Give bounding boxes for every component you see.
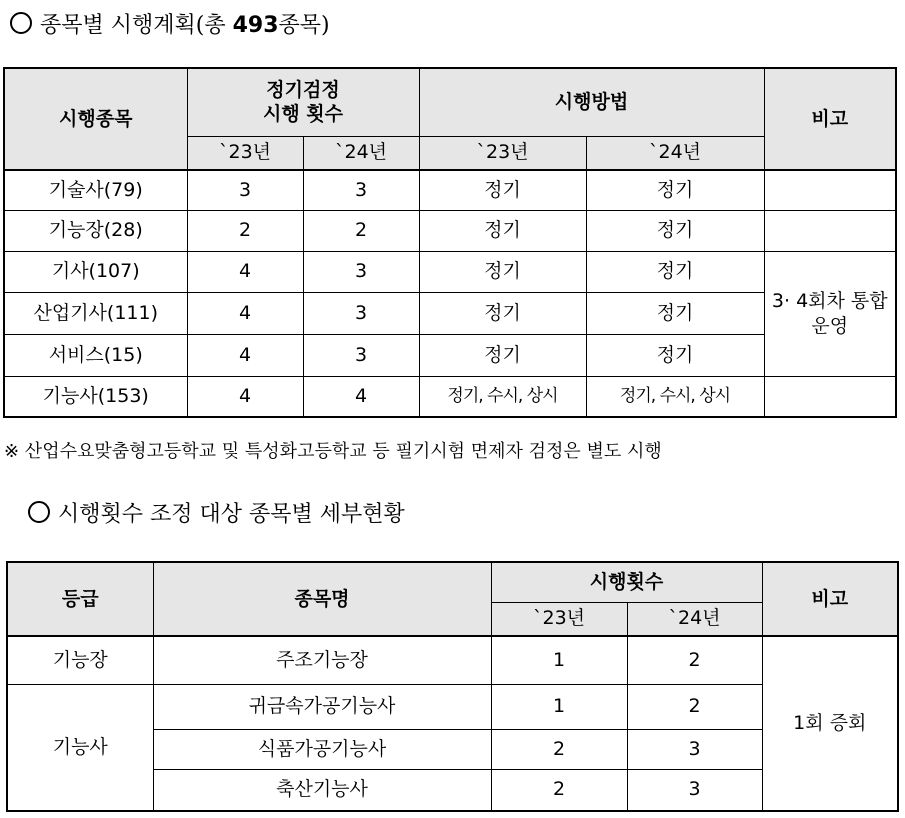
adjustment-table: [6, 561, 899, 812]
item-name-cell: 주조기능장: [153, 636, 491, 684]
grade-cell: 기능장: [7, 636, 153, 684]
count-23-cell: 4: [187, 292, 303, 334]
circle-bullet-icon: [28, 501, 50, 523]
method-24-cell: 정기: [586, 334, 764, 376]
method-23-cell: 정기: [419, 251, 586, 292]
table-row: [4, 210, 896, 251]
header-method-23: `23년: [419, 136, 586, 170]
method-24-cell: 정기: [586, 170, 764, 210]
header-remarks: 비고: [762, 562, 898, 636]
count-24-cell: 3: [627, 769, 762, 811]
method-23-cell: 정기: [419, 170, 586, 210]
count-24-cell: 2: [627, 636, 762, 684]
remark-merged-cell: 3· 4회차 통합 운영: [764, 251, 896, 376]
table-row: [4, 170, 896, 210]
method-24-cell: 정기: [586, 210, 764, 251]
count-23-cell: 2: [491, 729, 627, 769]
count-23-cell: 4: [187, 334, 303, 376]
header-count-group: 정기검정 시행 횟수: [187, 68, 419, 136]
count-24-cell: 3: [303, 251, 419, 292]
method-23-cell: 정기, 수시, 상시: [419, 376, 586, 417]
category-cell: 기능장(28): [4, 210, 187, 251]
header-count-23: `23년: [491, 602, 627, 636]
header-count-24: `24년: [303, 136, 419, 170]
header-method-24: `24년: [586, 136, 764, 170]
header-count-group: 시행횟수: [491, 562, 762, 602]
header-remarks: 비고: [764, 68, 896, 170]
count-23-cell: 4: [187, 376, 303, 417]
count-24-cell: 2: [303, 210, 419, 251]
count-24-cell: 3: [303, 292, 419, 334]
count-24-cell: 4: [303, 376, 419, 417]
table-row: [4, 376, 896, 417]
table-row: [4, 334, 896, 376]
count-23-cell: 1: [491, 684, 627, 729]
remark-merged-cell: 1회 증회: [762, 636, 898, 811]
category-cell: 산업기사(111): [4, 292, 187, 334]
count-24-cell: 3: [303, 334, 419, 376]
header-count-24: `24년: [627, 602, 762, 636]
count-24-cell: 3: [627, 729, 762, 769]
header-count-23: `23년: [187, 136, 303, 170]
circle-bullet-icon: [10, 12, 32, 34]
header-category: 시행종목: [4, 68, 187, 170]
grade-merged-cell: 기능사: [7, 684, 153, 811]
header-grade: 등급: [7, 562, 153, 636]
table-row: [4, 251, 896, 292]
item-name-cell: 축산기능사: [153, 769, 491, 811]
count-24-cell: 3: [303, 170, 419, 210]
count-23-cell: 1: [491, 636, 627, 684]
category-cell: 기술사(79): [4, 170, 187, 210]
category-cell: 서비스(15): [4, 334, 187, 376]
item-name-cell: 귀금속가공기능사: [153, 684, 491, 729]
section2-title: 시행횟수 조정 대상 종목별 세부현황: [28, 497, 405, 528]
method-23-cell: 정기: [419, 210, 586, 251]
category-cell: 기능사(153): [4, 376, 187, 417]
count-23-cell: 3: [187, 170, 303, 210]
table-row: [4, 292, 896, 334]
remark-cell: [764, 210, 896, 251]
header-method-group: 시행방법: [419, 68, 764, 136]
count-24-cell: 2: [627, 684, 762, 729]
count-23-cell: 2: [491, 769, 627, 811]
footnote: ※ 산업수요맞춤형고등학교 및 특성화고등학교 등 필기시험 면제자 검정은 별도 시행: [4, 441, 662, 462]
count-23-cell: 2: [187, 210, 303, 251]
table-row: [7, 636, 898, 684]
method-23-cell: 정기: [419, 292, 586, 334]
remark-cell: [764, 170, 896, 210]
item-name-cell: 식품가공기능사: [153, 729, 491, 769]
schedule-table: [3, 67, 897, 418]
method-23-cell: 정기: [419, 334, 586, 376]
method-24-cell: 정기: [586, 292, 764, 334]
category-cell: 기사(107): [4, 251, 187, 292]
count-23-cell: 4: [187, 251, 303, 292]
header-item-name: 종목명: [153, 562, 491, 636]
method-24-cell: 정기: [586, 251, 764, 292]
method-24-cell: 정기, 수시, 상시: [586, 376, 764, 417]
section1-title: 종목별 시행계획(총 493종목): [10, 8, 330, 39]
remark-cell: [764, 376, 896, 417]
